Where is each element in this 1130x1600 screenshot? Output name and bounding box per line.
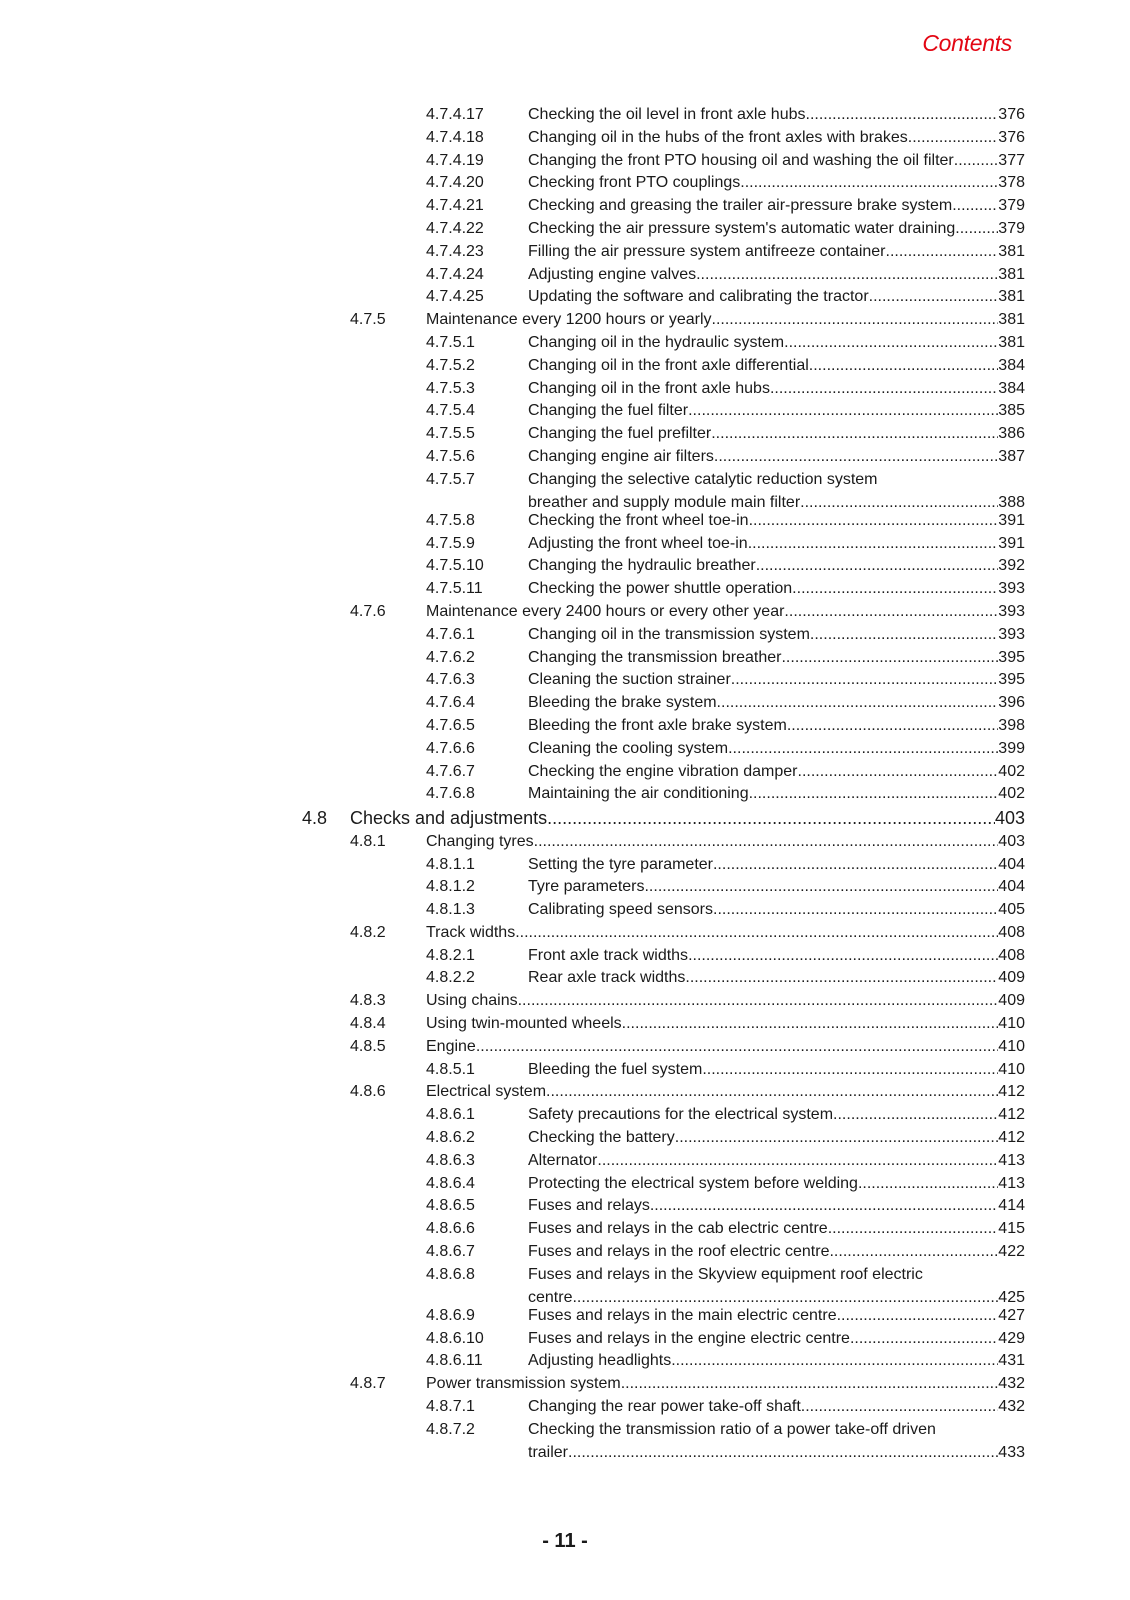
dot-leaders — [869, 286, 999, 309]
toc-entry-title: Maintenance every 2400 hours or every other year — [426, 602, 785, 620]
dot-leaders — [952, 195, 998, 218]
toc-entry-title: Rear axle track widths — [528, 969, 686, 987]
toc-entry-number: 4.7.5.1 — [426, 333, 475, 351]
dot-leaders — [858, 1173, 998, 1196]
toc-entry[interactable] — [0, 922, 1130, 945]
toc-entry[interactable] — [0, 1419, 1130, 1460]
toc-entry-number: 4.7.5.8 — [426, 511, 475, 529]
toc-entry[interactable] — [0, 378, 1130, 401]
dot-leaders — [756, 555, 999, 578]
toc-entry-page: 379 — [998, 197, 1025, 215]
dot-leaders — [749, 510, 999, 533]
toc-entry-page: 405 — [998, 901, 1025, 919]
toc-entry-number: 4.8.1.3 — [426, 901, 475, 919]
toc-entry-number: 4.7.6.2 — [426, 648, 475, 666]
dot-leaders — [829, 1241, 998, 1264]
dot-leaders — [712, 309, 999, 332]
dot-leaders — [713, 854, 998, 877]
toc-entry-page: 409 — [998, 992, 1025, 1010]
toc-entry-title: Front axle track widths — [528, 946, 689, 964]
toc-entry[interactable] — [0, 218, 1130, 241]
toc-entry[interactable] — [0, 854, 1130, 877]
toc-entry[interactable] — [0, 806, 1130, 831]
toc-entry-title: Bleeding the brake system — [528, 694, 717, 712]
dot-leaders — [728, 738, 998, 761]
toc-entry-page: 392 — [998, 557, 1025, 575]
toc-entry-page: 404 — [998, 855, 1025, 873]
toc-entry-title: Checking the engine vibration damper — [528, 762, 798, 780]
toc-entry-title: Tyre parameters — [528, 878, 645, 896]
toc-entry-number: 4.8.1 — [350, 832, 386, 850]
dot-leaders — [688, 945, 998, 968]
toc-entry-page: 412 — [998, 1129, 1025, 1147]
toc-entry-number: 4.7.5.2 — [426, 356, 475, 374]
toc-entry[interactable] — [0, 1241, 1130, 1264]
toc-entry-title: Fuses and relays in the cab electric centre — [528, 1220, 828, 1238]
toc-entry[interactable] — [0, 1396, 1130, 1419]
toc-entry-page: 391 — [998, 511, 1025, 529]
dot-leaders — [886, 241, 999, 264]
toc-entry-page: 402 — [998, 785, 1025, 803]
dot-leaders — [801, 1396, 999, 1419]
dot-leaders — [784, 332, 998, 355]
toc-entry-number: 4.7.5.4 — [426, 402, 475, 420]
dot-leaders — [955, 218, 998, 241]
toc-entry-number: 4.8.2.1 — [426, 946, 475, 964]
toc-entry-title: Checking the transmission ratio of a power take-off driven — [528, 1420, 936, 1438]
toc-entry-page: 385 — [998, 402, 1025, 420]
toc-entry-title: Changing oil in the hydraulic system — [528, 333, 785, 351]
toc-entry-page: 378 — [998, 174, 1025, 192]
toc-entry[interactable] — [0, 446, 1130, 469]
toc-entry[interactable] — [0, 967, 1130, 990]
page-header-title: Contents — [922, 30, 1012, 56]
toc-entry-page: 384 — [998, 379, 1025, 397]
toc-entry[interactable] — [0, 647, 1130, 670]
toc-entry-title: Cleaning the suction strainer — [528, 671, 731, 689]
dot-leaders — [770, 378, 998, 401]
toc-entry-title: Fuses and relays in the engine electric centre — [528, 1329, 850, 1347]
toc-entry-title: Maintenance every 1200 hours or yearly — [426, 311, 712, 329]
toc-entry-page: 381 — [998, 311, 1025, 329]
toc-entry-page: 376 — [998, 128, 1025, 146]
toc-entry[interactable] — [0, 1081, 1130, 1104]
toc-entry-title: Updating the software and calibrating the tractor — [528, 288, 869, 306]
toc-entry-number: 4.7.6.7 — [426, 762, 475, 780]
dot-leaders — [954, 150, 999, 173]
toc-entry-title: Fuses and relays in the roof electric centre — [528, 1243, 830, 1261]
toc-entry-page: 395 — [998, 671, 1025, 689]
toc-entry-page: 425 — [998, 1288, 1025, 1306]
toc-entry-page: 412 — [998, 1106, 1025, 1124]
toc-entry-number: 4.7.5.9 — [426, 534, 475, 552]
dot-leaders — [798, 761, 999, 784]
toc-entry-page: 384 — [998, 356, 1025, 374]
toc-entry[interactable] — [0, 899, 1130, 922]
toc-entry[interactable] — [0, 578, 1130, 601]
toc-entry-title: centre — [528, 1288, 573, 1306]
dot-leaders — [828, 1218, 999, 1241]
dot-leaders — [702, 1059, 998, 1082]
toc-entry[interactable] — [0, 332, 1130, 355]
toc-entry[interactable] — [0, 761, 1130, 784]
toc-entry-number: 4.8.6.10 — [426, 1329, 484, 1347]
toc-entry[interactable] — [0, 1059, 1130, 1082]
toc-entry[interactable] — [0, 1173, 1130, 1196]
toc-entry-title: Adjusting headlights — [528, 1352, 672, 1370]
toc-entry[interactable] — [0, 400, 1130, 423]
toc-entry-number: 4.7.4.21 — [426, 197, 484, 215]
dot-leaders — [534, 831, 999, 854]
toc-entry-title: Track widths — [426, 923, 516, 941]
toc-entry-number: 4.7.6.6 — [426, 739, 475, 757]
toc-entry[interactable] — [0, 876, 1130, 899]
toc-entry-title: Checking the power shuttle operation — [528, 580, 793, 598]
toc-entry[interactable] — [0, 1350, 1130, 1373]
toc-entry[interactable] — [0, 1013, 1130, 1036]
toc-entry[interactable] — [0, 945, 1130, 968]
toc-entry-page: 422 — [998, 1243, 1025, 1261]
toc-entry-number: 4.7.6.1 — [426, 625, 475, 643]
toc-entry-number: 4.8.6.1 — [426, 1106, 475, 1124]
dot-leaders — [850, 1328, 998, 1351]
toc-entry-number: 4.8.6.3 — [426, 1151, 475, 1169]
toc-entry-number: 4.7.6.5 — [426, 716, 475, 734]
toc-entry-number: 4.7.6.3 — [426, 671, 475, 689]
toc-entry-title: Using twin-mounted wheels — [426, 1015, 622, 1033]
toc-entry[interactable] — [0, 738, 1130, 761]
toc-entry[interactable] — [0, 355, 1130, 378]
toc-entry-title: Safety precautions for the electrical system — [528, 1106, 834, 1124]
toc-entry-number: 4.7.4.23 — [426, 242, 484, 260]
toc-entry-title: Changing the fuel filter — [528, 402, 689, 420]
toc-entry-number: 4.7.4.17 — [426, 106, 484, 123]
toc-entry-number: 4.7.5.3 — [426, 379, 475, 397]
toc-entry-number: 4.7.6.8 — [426, 785, 475, 803]
toc-entry[interactable] — [0, 533, 1130, 556]
toc-entry-number: 4.7.4.18 — [426, 128, 484, 146]
toc-entry[interactable] — [0, 692, 1130, 715]
toc-entry-title: Changing the transmission breather — [528, 648, 782, 666]
toc-entry-title: Checking front PTO couplings — [528, 174, 741, 192]
toc-entry-page: 432 — [998, 1398, 1025, 1416]
toc-entry-page: 381 — [998, 333, 1025, 351]
toc-entry-title: Using chains — [426, 992, 518, 1010]
toc-entry-number: 4.8.6.4 — [426, 1174, 475, 1192]
toc-entry-title: Changing the selective catalytic reduction system — [528, 470, 878, 488]
toc-entry[interactable] — [0, 1195, 1130, 1218]
toc-entry-number: 4.8.7 — [350, 1375, 386, 1393]
dot-leaders — [908, 127, 999, 150]
dot-leaders — [688, 400, 998, 423]
toc-entry-page: 402 — [998, 762, 1025, 780]
dot-leaders — [731, 669, 999, 692]
toc-entry-page: 432 — [998, 1375, 1025, 1393]
toc-entry-title: Changing tyres — [426, 832, 534, 850]
toc-entry-title: Checking the air pressure system's automatic water draining — [528, 219, 956, 237]
toc-entry[interactable] — [0, 469, 1130, 510]
toc-entry-title: Changing oil in the hubs of the front axles with brakes — [528, 128, 908, 146]
table-of-contents — [0, 104, 1130, 1460]
toc-entry-page: 381 — [998, 288, 1025, 306]
toc-entry-page: 399 — [998, 739, 1025, 757]
toc-entry[interactable] — [0, 172, 1130, 195]
toc-entry[interactable] — [0, 1264, 1130, 1305]
dot-leaders — [714, 446, 998, 469]
toc-entry-title: Electrical system — [426, 1083, 547, 1101]
toc-entry-number: 4.7.5.6 — [426, 447, 475, 465]
dot-leaders — [515, 922, 998, 945]
toc-entry-page: 408 — [998, 946, 1025, 964]
toc-entry-number: 4.8.6.11 — [426, 1352, 483, 1370]
toc-entry[interactable] — [0, 241, 1130, 264]
toc-entry-title: Checking the front wheel toe-in — [528, 511, 749, 529]
toc-entry-title: Bleeding the front axle brake system — [528, 716, 787, 734]
toc-entry[interactable] — [0, 1328, 1130, 1351]
toc-entry-page: 429 — [998, 1329, 1025, 1347]
dot-leaders — [622, 1013, 999, 1036]
toc-entry-title: Changing oil in the transmission system — [528, 625, 810, 643]
toc-entry[interactable] — [0, 195, 1130, 218]
toc-entry-title: Fuses and relays in the Skyview equipment roof electric — [528, 1265, 923, 1283]
toc-entry-title: Checking the oil level in front axle hubs — [528, 106, 806, 123]
toc-entry[interactable] — [0, 715, 1130, 738]
toc-entry-page: 408 — [998, 923, 1025, 941]
toc-entry-title: Maintaining the air conditioning — [528, 785, 749, 803]
dot-leaders — [833, 1104, 998, 1127]
toc-entry-title: Adjusting the front wheel toe-in — [528, 534, 748, 552]
toc-entry-page: 433 — [998, 1443, 1025, 1461]
toc-entry-title: Changing the fuel prefilter — [528, 425, 712, 443]
toc-entry-page: 379 — [998, 219, 1025, 237]
dot-leaders — [518, 990, 999, 1013]
dot-leaders — [787, 715, 998, 738]
toc-entry[interactable] — [0, 127, 1130, 150]
toc-entry[interactable] — [0, 990, 1130, 1013]
toc-entry-title: Calibrating speed sensors — [528, 901, 713, 919]
toc-entry-title: Changing oil in the front axle hubs — [528, 379, 770, 397]
dot-leaders — [650, 1195, 998, 1218]
toc-entry-page: 388 — [998, 493, 1025, 511]
toc-entry-title: Changing the rear power take-off shaft — [528, 1398, 801, 1416]
toc-entry-page: 396 — [998, 694, 1025, 712]
toc-entry[interactable] — [0, 624, 1130, 647]
toc-entry-title: Changing oil in the front axle differential — [528, 356, 809, 374]
dot-leaders — [749, 783, 999, 806]
toc-entry[interactable] — [0, 423, 1130, 446]
toc-entry-page: 381 — [998, 242, 1025, 260]
toc-entry-page: 415 — [998, 1220, 1025, 1238]
dot-leaders — [644, 876, 998, 899]
toc-entry[interactable] — [0, 601, 1130, 624]
toc-entry-page: 410 — [998, 1060, 1025, 1078]
toc-entry-title: Filling the air pressure system antifreeze container — [528, 242, 886, 260]
dot-leaders — [809, 355, 999, 378]
toc-entry-number: 4.7.4.25 — [426, 288, 484, 306]
toc-entry-number: 4.7.6.4 — [426, 694, 475, 712]
toc-entry-title: Checking the battery — [528, 1129, 675, 1147]
toc-entry-number: 4.7.5.5 — [426, 425, 475, 443]
toc-entry-title: Protecting the electrical system before welding — [528, 1174, 858, 1192]
toc-entry-page: 391 — [998, 534, 1025, 552]
toc-entry[interactable] — [0, 1104, 1130, 1127]
toc-entry-page: 410 — [998, 1015, 1025, 1033]
toc-entry-number: 4.8.6.2 — [426, 1129, 475, 1147]
toc-entry-title: Engine — [426, 1037, 476, 1055]
dot-leaders — [713, 899, 998, 922]
dot-leaders — [711, 423, 998, 446]
toc-entry-number: 4.8.6.6 — [426, 1220, 475, 1238]
toc-entry-number: 4.8.6.7 — [426, 1243, 475, 1261]
toc-entry[interactable] — [0, 510, 1130, 533]
toc-entry[interactable] — [0, 1036, 1130, 1059]
toc-entry-page: 404 — [998, 878, 1025, 896]
dot-leaders — [547, 806, 995, 831]
toc-entry-title: Changing the hydraulic breather — [528, 557, 756, 575]
toc-entry-page: 376 — [998, 106, 1025, 123]
toc-entry[interactable] — [0, 669, 1130, 692]
toc-entry-page: 413 — [998, 1151, 1025, 1169]
dot-leaders — [675, 1127, 999, 1150]
toc-entry-number: 4.8.7.1 — [426, 1398, 475, 1416]
toc-entry[interactable] — [0, 1218, 1130, 1241]
toc-entry-number: 4.8.6.9 — [426, 1306, 475, 1324]
dot-leaders — [740, 172, 998, 195]
dot-leaders — [837, 1305, 999, 1328]
toc-entry-number: 4.7.4.19 — [426, 151, 484, 169]
toc-entry[interactable] — [0, 309, 1130, 332]
toc-entry[interactable] — [0, 831, 1130, 854]
dot-leaders — [696, 264, 998, 287]
toc-entry-number: 4.8.3 — [350, 992, 386, 1010]
toc-entry-title: trailer — [528, 1443, 569, 1461]
toc-entry-title: Alternator — [528, 1151, 598, 1169]
dot-leaders — [717, 692, 999, 715]
toc-entry-number: 4.8.7.2 — [426, 1420, 475, 1438]
toc-entry-title: Setting the tyre parameter — [528, 855, 713, 873]
toc-entry-number: 4.7.5.7 — [426, 470, 475, 488]
dot-leaders — [806, 104, 999, 127]
toc-entry-number: 4.8 — [302, 808, 328, 829]
dot-leaders — [784, 601, 998, 624]
toc-entry-number: 4.8.6 — [350, 1083, 386, 1101]
dot-leaders — [597, 1150, 998, 1173]
toc-entry-page: 395 — [998, 648, 1025, 666]
toc-entry-title: Cleaning the cooling system — [528, 739, 729, 757]
toc-entry-number: 4.8.4 — [350, 1015, 386, 1033]
toc-entry-page: 398 — [998, 716, 1025, 734]
dot-leaders — [476, 1036, 998, 1059]
toc-entry-page: 412 — [998, 1083, 1025, 1101]
toc-entry-title: Fuses and relays — [528, 1197, 650, 1215]
toc-entry-number: 4.7.4.24 — [426, 265, 484, 283]
toc-entry-number: 4.8.2 — [350, 923, 386, 941]
toc-entry-number: 4.7.5.11 — [426, 580, 483, 598]
toc-entry-page: 386 — [998, 425, 1025, 443]
toc-entry-page: 377 — [998, 151, 1025, 169]
toc-entry-number: 4.8.6.5 — [426, 1197, 475, 1215]
toc-entry-number: 4.8.5.1 — [426, 1060, 475, 1078]
toc-entry-page: 387 — [998, 447, 1025, 465]
toc-entry-number: 4.8.2.2 — [426, 969, 475, 987]
toc-entry[interactable] — [0, 1150, 1130, 1173]
toc-entry[interactable] — [0, 104, 1130, 127]
toc-entry[interactable] — [0, 555, 1130, 578]
toc-entry-title: Checks and adjustments — [350, 808, 548, 829]
dot-leaders — [685, 967, 998, 990]
toc-entry-title: Bleeding the fuel system — [528, 1060, 703, 1078]
toc-entry-page: 393 — [998, 602, 1025, 620]
dot-leaders — [792, 578, 998, 601]
toc-entry-page: 427 — [998, 1306, 1025, 1324]
toc-entry-page: 381 — [998, 265, 1025, 283]
toc-entry-title: Checking and greasing the trailer air-pressure brake system — [528, 197, 953, 215]
toc-entry[interactable] — [0, 1305, 1130, 1328]
toc-entry-page: 414 — [998, 1197, 1025, 1215]
toc-entry-number: 4.8.5 — [350, 1037, 386, 1055]
toc-entry-page: 403 — [994, 808, 1025, 829]
dot-leaders — [781, 647, 998, 670]
dot-leaders — [671, 1350, 998, 1373]
toc-entry-page: 393 — [998, 625, 1025, 643]
dot-leaders — [810, 624, 998, 647]
toc-entry-page: 409 — [998, 969, 1025, 987]
page-number: - 11 - — [542, 1530, 588, 1552]
toc-entry-title: Power transmission system — [426, 1375, 621, 1393]
toc-entry[interactable] — [0, 286, 1130, 309]
toc-entry-number: 4.7.4.20 — [426, 174, 484, 192]
toc-entry-page: 403 — [998, 832, 1025, 850]
toc-entry[interactable] — [0, 1373, 1130, 1396]
toc-entry-number: 4.7.4.22 — [426, 219, 484, 237]
dot-leaders — [621, 1373, 999, 1396]
toc-entry-page: 413 — [998, 1174, 1025, 1192]
dot-leaders — [568, 1442, 998, 1465]
toc-entry-number: 4.7.5 — [350, 311, 386, 329]
toc-entry-title: breather and supply module main filter — [528, 493, 801, 511]
toc-entry[interactable] — [0, 150, 1130, 173]
dot-leaders — [748, 533, 999, 556]
toc-entry-page: 410 — [998, 1037, 1025, 1055]
toc-entry-number: 4.8.6.8 — [426, 1265, 475, 1283]
toc-entry-number: 4.8.1.1 — [426, 855, 475, 873]
toc-entry-number: 4.8.1.2 — [426, 878, 475, 896]
toc-entry[interactable] — [0, 783, 1130, 806]
toc-entry-title: Fuses and relays in the main electric centre — [528, 1306, 837, 1324]
toc-entry[interactable] — [0, 264, 1130, 287]
dot-leaders — [546, 1081, 998, 1104]
toc-entry-page: 393 — [998, 580, 1025, 598]
toc-entry-title: Adjusting engine valves — [528, 265, 697, 283]
toc-entry-number: 4.7.6 — [350, 602, 386, 620]
toc-entry-number: 4.7.5.10 — [426, 557, 484, 575]
toc-entry-page: 431 — [998, 1352, 1025, 1370]
toc-entry-title: Changing the front PTO housing oil and washing the oil filter — [528, 151, 954, 169]
toc-entry-title: Changing engine air filters — [528, 447, 714, 465]
toc-entry[interactable] — [0, 1127, 1130, 1150]
